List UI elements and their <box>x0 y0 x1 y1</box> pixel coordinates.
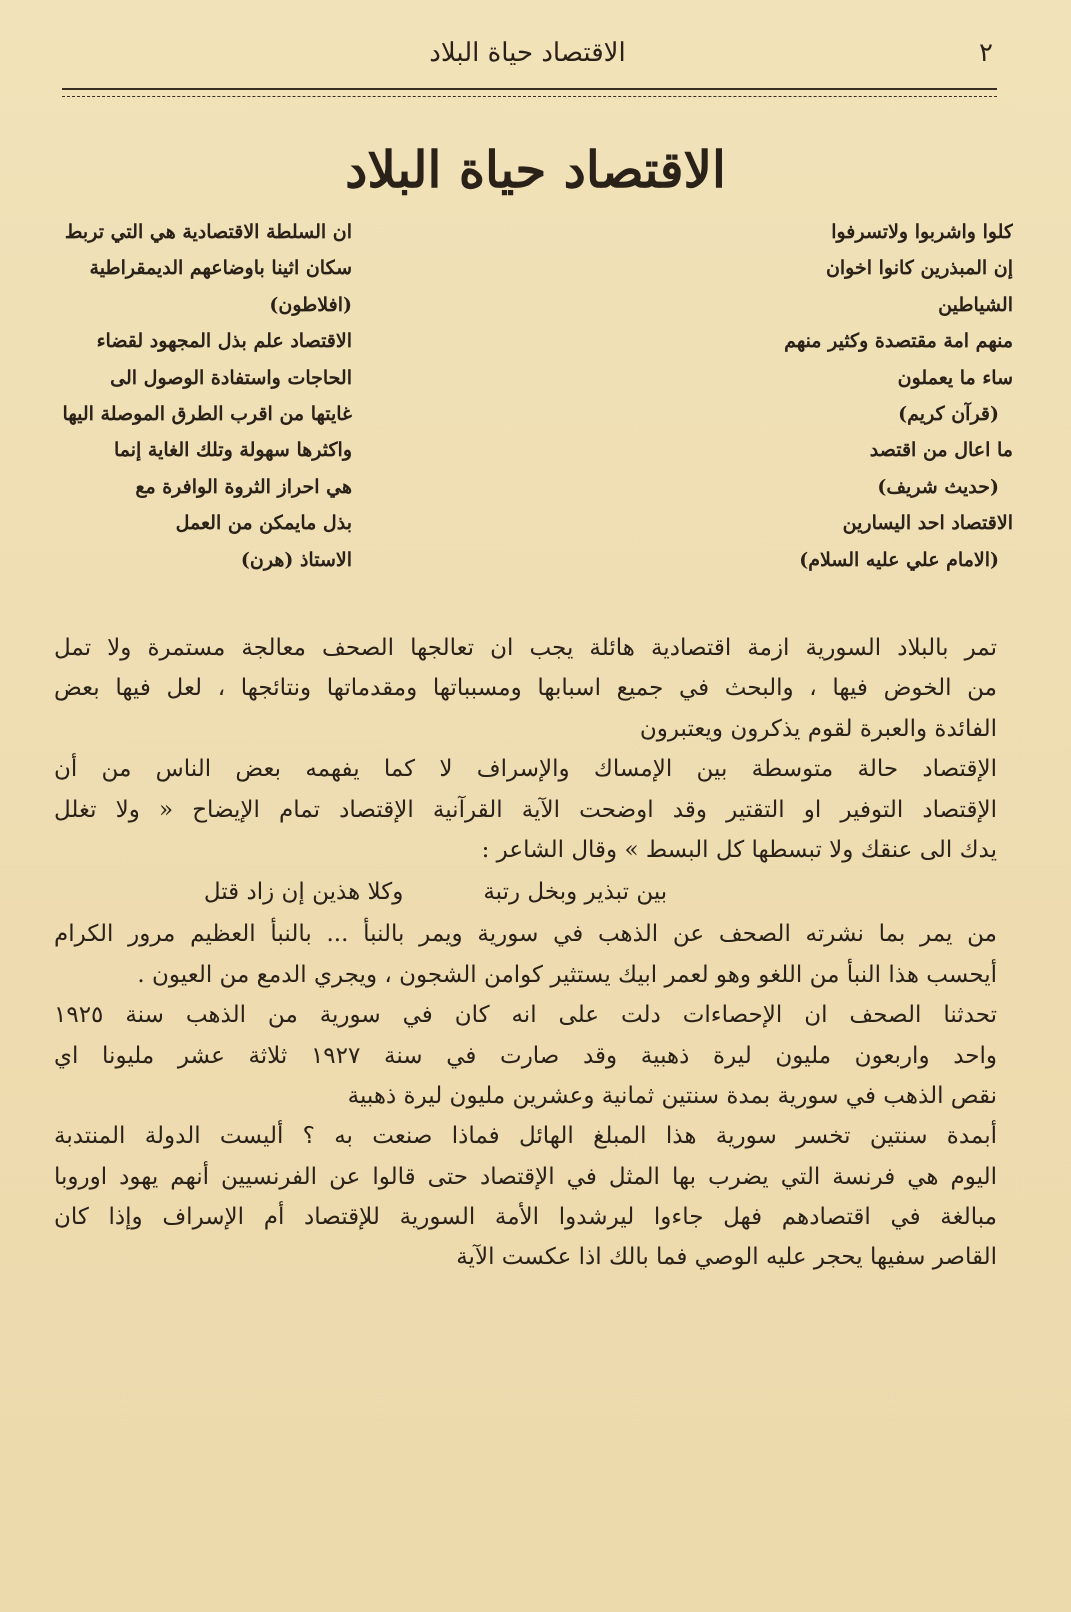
article-body <box>54 628 997 1278</box>
paragraph-line: يدك الى عنقك ولا تبسطها كل البسط » وقال الشاعر : <box>481 836 997 863</box>
quote-source: (افلاطون) <box>269 293 352 316</box>
paragraph-5 <box>54 1116 997 1278</box>
quotes-column-right <box>713 214 1013 578</box>
header-rule <box>62 88 997 97</box>
quote-line: الحاجات واستفادة الوصول الى <box>110 366 352 389</box>
running-title: الاقتصاد حياة البلاد <box>429 38 626 68</box>
quote-line: منهم امة مقتصدة وكثير منهم <box>784 330 1013 353</box>
paragraph-line: أيحسب هذا النبأ من اللغو وهو لعمر ابيك يستثير كوامن الشجون ، ويجري الدمع من العيون . <box>137 961 997 988</box>
paragraph-line: مبالغة في اقتصادهم فهل جاءوا ليرشدوا الأمة السورية للإقتصاد أم الإسراف وإذا كان <box>54 1204 997 1231</box>
page-number: ٢ <box>979 38 993 68</box>
quote-source: (قرآن كريم) <box>898 402 999 425</box>
paragraph-1 <box>54 628 997 749</box>
quote-line: ما اعال من اقتصد <box>869 439 1013 462</box>
verse-hemistich-2: وكلا هذين إن زاد قتل <box>203 879 404 906</box>
quote-line: سكان اثينا باوضاعهم الديمقراطية <box>89 257 352 280</box>
paragraph-line: واحد واربعون مليون ليرة ذهبية وقد صارت في سنة ١٩٢٧ ثلاثة عشر مليونا اي <box>54 1042 997 1069</box>
paragraph-line: اليوم هي فرنسة التي يضرب بها المثل في الإقتصاد حتى قالوا عن الفرنسيين أنهم يهود اوروبا <box>54 1163 997 1190</box>
paragraph-line: تحدثنا الصحف ان الإحصاءات دلت على انه كان في سورية من الذهب سنة ١٩٢٥ <box>54 1002 997 1029</box>
quote-line: هي احراز الثروة الوافرة مع <box>135 475 352 498</box>
quote-line: إن المبذرين كانوا اخوان <box>825 257 1013 280</box>
paragraph-3 <box>54 914 997 995</box>
quote-line: الشياطين <box>938 293 1013 316</box>
article-title: الاقتصاد حياة البلاد <box>345 140 726 199</box>
paragraph-2 <box>54 749 997 870</box>
quote-source: (حديث شريف) <box>877 475 999 498</box>
quote-source: الاستاذ (هرن) <box>240 548 352 571</box>
quote-source: (الامام علي عليه السلام) <box>799 548 999 571</box>
quote-line: واكثرها سهولة وتلك الغاية إنما <box>113 439 352 462</box>
paragraph-line: الإقتصاد التوفير او التقتير وقد اوضحت الآية القرآنية الإقتصاد تمام الإيضاح « ولا تغلل <box>54 796 997 823</box>
paragraph-line: من الخوض فيها ، والبحث في جميع اسبابها ومسبباتها ومقدماتها ونتائجها ، لعل فيها بعض <box>54 675 997 702</box>
quote-line: ساء ما يعملون <box>897 366 1013 389</box>
paragraph-line: تمر بالبلاد السورية ازمة اقتصادية هائلة يجب ان تعالجها الصحف معالجة مستمرة ولا تمل <box>54 635 997 661</box>
paragraph-line: أبمدة سنتين تخسر سورية هذا المبلغ الهائل فماذا صنعت به ؟ أليست الدولة المنتدبة <box>54 1123 997 1150</box>
quote-line: غايتها من اقرب الطرق الموصلة اليها <box>62 402 352 425</box>
paragraph-line: القاصر سفيها يحجر عليه الوصي فما بالك اذا عكست الآية <box>456 1244 997 1271</box>
poem-verse <box>54 870 997 914</box>
quote-line: الاقتصاد احد اليسارين <box>842 512 1013 535</box>
quote-line: كلوا واشربوا ولاتسرفوا <box>831 221 1013 243</box>
paragraph-line: الفائدة والعبرة لقوم يذكرون ويعتبرون <box>639 715 997 742</box>
paragraph-line: من يمر بما نشرته الصحف عن الذهب في سورية ويمر بالنبأ ... بالنبأ العظيم مرور الكرام <box>54 921 997 948</box>
paragraph-line: الإقتصاد حالة متوسطة بين الإمساك والإسراف لا كما يفهمه بعض الناس من أن <box>54 756 997 783</box>
page-header <box>62 34 993 78</box>
quote-line: بذل مايمكن من العمل <box>175 512 352 535</box>
quote-line: الاقتصاد علم بذل المجهود لقضاء <box>96 330 352 353</box>
paragraph-line: نقص الذهب في سورية بمدة سنتين ثمانية وعشرين مليون ليرة ذهبية <box>347 1082 997 1109</box>
quotes-column-left <box>62 214 352 578</box>
quote-line: ان السلطة الاقتصادية هي التي تربط <box>64 221 352 243</box>
paragraph-4 <box>54 995 997 1116</box>
verse-hemistich-1: بين تبذير وبخل رتبة <box>483 879 668 906</box>
